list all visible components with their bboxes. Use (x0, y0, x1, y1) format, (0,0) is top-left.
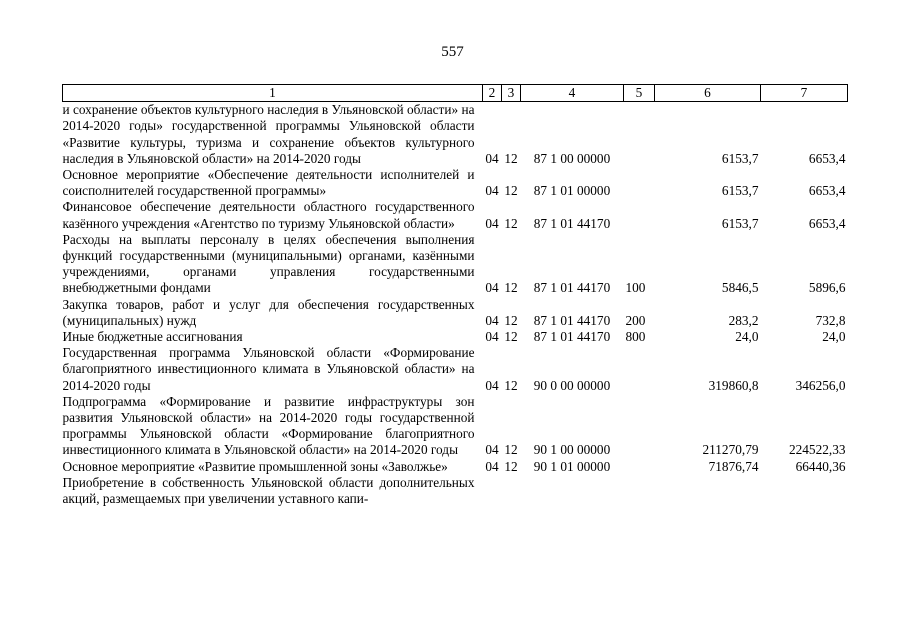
column-header: 5 (624, 85, 655, 102)
target-article-code: 87 1 00 00000 (533, 150, 611, 166)
table-row (63, 345, 848, 394)
expense-type-code: 100 (625, 280, 646, 296)
expense-type-code: 200 (625, 312, 646, 328)
subsection-code: 12 (504, 329, 518, 345)
expense-type-code (624, 345, 655, 394)
page-number: 557 (441, 44, 464, 60)
section-code (483, 475, 502, 507)
expense-type-code (624, 167, 655, 199)
expense-type-code (624, 199, 655, 231)
row-description: Приобретение в собственность Ульяновской области дополнительных акций, размещаемых при увеличении уставного капи- (62, 474, 475, 507)
amount-col-7: 6653,4 (808, 183, 846, 199)
subsection-code: 12 (504, 458, 518, 474)
amount-col-7: 346256,0 (795, 377, 846, 393)
amount-col-6: 6153,7 (721, 215, 759, 231)
header-row (63, 85, 848, 102)
section-code: 04 (485, 183, 499, 199)
column-header: 6 (655, 85, 761, 102)
amount-col-6 (655, 475, 761, 507)
target-article-code: 90 0 00 00000 (533, 377, 611, 393)
target-article-code: 90 1 01 00000 (533, 458, 611, 474)
section-code: 04 (485, 329, 499, 345)
amount-col-6: 211270,79 (702, 442, 759, 458)
row-description: Расходы на выплаты персоналу в целях обеспечения выполнения функций государственными (муниципальными) органами, казёнными учреждениями, органами управления государственными внебюджетными фондами (62, 231, 475, 296)
amount-col-6: 319860,8 (708, 377, 759, 393)
amount-col-7 (761, 475, 848, 507)
section-code: 04 (485, 442, 499, 458)
column-header: 4 (521, 85, 624, 102)
table-row (63, 459, 848, 475)
subsection-code: 12 (504, 442, 518, 458)
amount-col-7: 6653,4 (808, 215, 846, 231)
column-header: 7 (761, 85, 848, 102)
amount-col-6: 283,2 (728, 312, 759, 328)
section-code: 04 (485, 215, 499, 231)
row-description: Основное мероприятие «Развитие промышленной зоны «Заволжье» (62, 458, 448, 474)
table-row (63, 167, 848, 199)
amount-col-6: 24,0 (735, 329, 759, 345)
expense-type-code: 800 (625, 329, 646, 345)
target-article-code: 87 1 01 44170 (533, 215, 611, 231)
amount-col-6: 71876,74 (708, 458, 759, 474)
subsection-code (502, 475, 521, 507)
row-description: Государственная программа Ульяновской области «Формирование благоприятного инвестиционного климата в Ульяновской области» на 2014-2020 годы (62, 345, 475, 393)
target-article-code: 87 1 01 44170 (533, 312, 611, 328)
table-row (63, 199, 848, 231)
target-article-code (521, 475, 624, 507)
amount-col-7: 224522,33 (788, 442, 846, 458)
row-description: Иные бюджетные ассигнования (62, 329, 243, 345)
table-row (63, 232, 848, 297)
subsection-code: 12 (504, 377, 518, 393)
amount-col-7: 66440,36 (795, 458, 846, 474)
column-header: 2 (483, 85, 502, 102)
amount-col-7: 24,0 (822, 329, 846, 345)
amount-col-6: 6153,7 (721, 183, 759, 199)
row-description: Основное мероприятие «Обеспечение деятельности исполнителей и соисполнителей государственной программы» (62, 167, 475, 199)
subsection-code: 12 (504, 312, 518, 328)
table-row (63, 394, 848, 459)
expense-type-code (624, 459, 655, 475)
target-article-code: 90 1 00 00000 (533, 442, 611, 458)
target-article-code: 87 1 01 00000 (533, 183, 611, 199)
row-description: Подпрограмма «Формирование и развитие инфраструктуры зон развития Ульяновской области» на 2014-2020 годы государственной программы Ульяновской области «Формирование благоприятного инвестиционного климата в Ульяновской области» на 2014-2020 годы (62, 393, 475, 458)
table-row (63, 102, 848, 167)
expense-type-code (624, 102, 655, 167)
table-row (63, 329, 848, 345)
subsection-code: 12 (504, 150, 518, 166)
section-code: 04 (485, 150, 499, 166)
row-description: Закупка товаров, работ и услуг для обеспечения государственных (муниципальных) нужд (62, 296, 475, 328)
amount-col-6: 5846,5 (721, 280, 759, 296)
amount-col-7: 6653,4 (808, 150, 846, 166)
row-description: Финансовое обеспечение деятельности областного государственного казённого учреждения «Агентство по туризму Ульяновской области» (62, 199, 475, 231)
section-code: 04 (485, 377, 499, 393)
column-header: 1 (63, 85, 483, 102)
expense-type-code (624, 394, 655, 459)
amount-col-7: 5896,6 (808, 280, 846, 296)
subsection-code: 12 (504, 183, 518, 199)
target-article-code: 87 1 01 44170 (533, 280, 611, 296)
target-article-code: 87 1 01 44170 (533, 329, 611, 345)
table-row (63, 297, 848, 329)
row-description: и сохранение объектов культурного наследия в Ульяновской области» на 2014-2020 годы» государственной программы Ульяновской области «Развитие культуры, туризма и сохранение объектов культурного наследия в Ульяновской области» на 2014-2020 годы (62, 102, 475, 166)
section-code: 04 (485, 312, 499, 328)
amount-col-7: 732,8 (815, 312, 846, 328)
amount-col-6: 6153,7 (721, 150, 759, 166)
table-row (63, 475, 848, 507)
budget-table (62, 84, 848, 507)
column-header: 3 (502, 85, 521, 102)
expense-type-code (624, 475, 655, 507)
section-code: 04 (485, 280, 499, 296)
section-code: 04 (485, 458, 499, 474)
subsection-code: 12 (504, 215, 518, 231)
subsection-code: 12 (504, 280, 518, 296)
